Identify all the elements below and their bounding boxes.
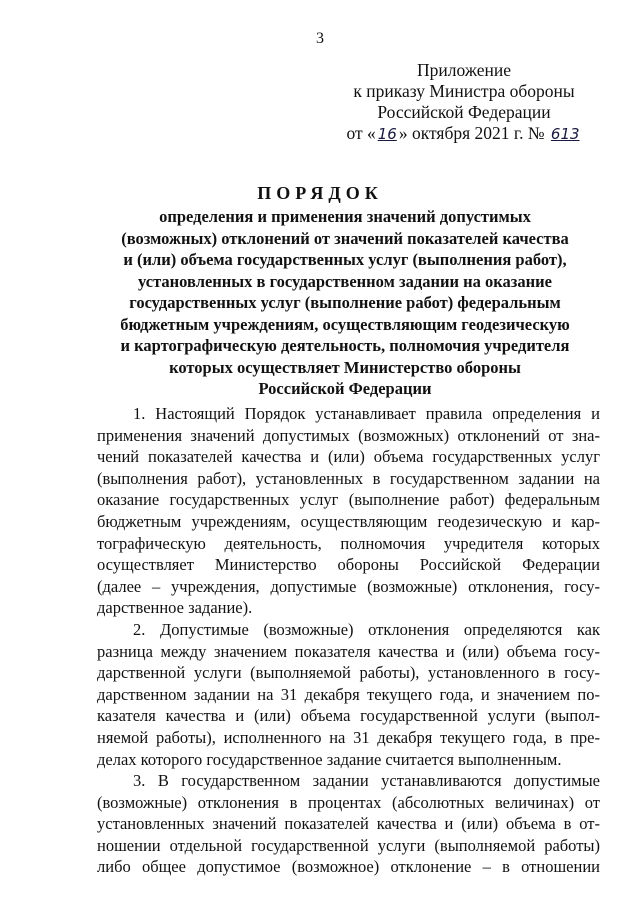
paragraph-1 xyxy=(97,403,600,619)
date-prefix: от « xyxy=(346,123,376,143)
appendix-label: Приложение xyxy=(417,60,511,80)
body-line: бюджетным учреждениям, осуществляющим геодезическую и кар- xyxy=(97,511,600,531)
body-line: (возможные) отклонения в процентах (абсолютных величинах) от xyxy=(97,792,600,812)
appendix-block xyxy=(326,60,602,145)
subtitle-line: государственных услуг (выполнение работ) федеральным xyxy=(129,293,561,312)
body-line: ношении отдельной государственной услуги (выполняемой работы) xyxy=(97,835,600,855)
body-line: 2. Допустимые (возможные) отклонения определяются как xyxy=(133,619,600,639)
subtitle-line: бюджетным учреждениям, осуществляющим геодезическую xyxy=(120,314,570,334)
date-middle: » октября 2021 г. № xyxy=(398,123,545,143)
document-body xyxy=(97,403,600,878)
appendix-country: Российской Федерации xyxy=(377,102,551,122)
body-line: (далее – учреждения, допустимые (возможные) отклонения, госу- xyxy=(97,576,600,596)
handwritten-day: 16 xyxy=(377,125,397,143)
subtitle-line: и (или) объема государственных услуг (выполнения работ), xyxy=(123,250,567,269)
body-line: 3. В государственном задании устанавливаются допустимые xyxy=(133,771,600,791)
handwritten-order-number: 613 xyxy=(550,125,580,143)
subtitle-line: и картографическую деятельность, полномочия учредителя xyxy=(120,336,570,355)
paragraph-2 xyxy=(97,619,600,770)
body-line: дарственной услуги (выполняемой работы), установленного в госу- xyxy=(97,663,600,683)
body-line: оказание государственных услуг (выполнение работ) федеральным xyxy=(97,490,600,510)
body-line: установленных значений показателей качества и (или) объема в от- xyxy=(97,814,600,834)
body-line: дарственное задание). xyxy=(97,598,253,618)
document-title: ПОРЯДОК xyxy=(257,183,383,203)
appendix-order-ref: к приказу Министра обороны xyxy=(353,81,575,101)
subtitle-line: определения и применения значений допустимых xyxy=(159,207,531,226)
subtitle-line: установленных в государственном задании на оказание xyxy=(138,271,552,291)
body-line: няемой работы), исполненного на 31 декабря текущего года, в пре- xyxy=(97,727,600,747)
subtitle-line: (возможных) отклонений от значений показателей качества xyxy=(121,228,569,248)
paragraph-3 xyxy=(97,770,600,878)
body-line: чений показателей качества и (или) объема государственных услуг xyxy=(97,447,600,467)
body-line: разница между значением показателя качества и (или) объема госу- xyxy=(97,641,600,661)
document-subtitle xyxy=(100,206,590,400)
appendix-date-line xyxy=(326,123,602,145)
body-line: осуществляет Министерство обороны Российской Федерации xyxy=(97,555,600,575)
body-line: либо общее допустимое (возможное) отклонение – в отношении xyxy=(97,857,600,877)
body-line: (выполнения работ), установленных в государственном задании на xyxy=(97,468,600,488)
page-number: 3 xyxy=(316,30,324,47)
body-line: делах которого государственное задание считается выполненным. xyxy=(97,749,562,769)
body-line: тографическую деятельность, полномочия учредителя которых xyxy=(97,533,600,553)
body-line: применения значений допустимых (возможных) отклонений от зна- xyxy=(97,425,600,445)
subtitle-line: Российской Федерации xyxy=(258,379,432,398)
subtitle-line: которых осуществляет Министерство обороны xyxy=(169,357,521,377)
body-line: казателя качества и (или) объема государственной услуги (выпол- xyxy=(97,706,600,726)
body-line: 1. Настоящий Порядок устанавливает правила определения и xyxy=(133,404,600,423)
body-line: дарственном задании на 31 декабря текущего года, и значением по- xyxy=(97,684,600,704)
